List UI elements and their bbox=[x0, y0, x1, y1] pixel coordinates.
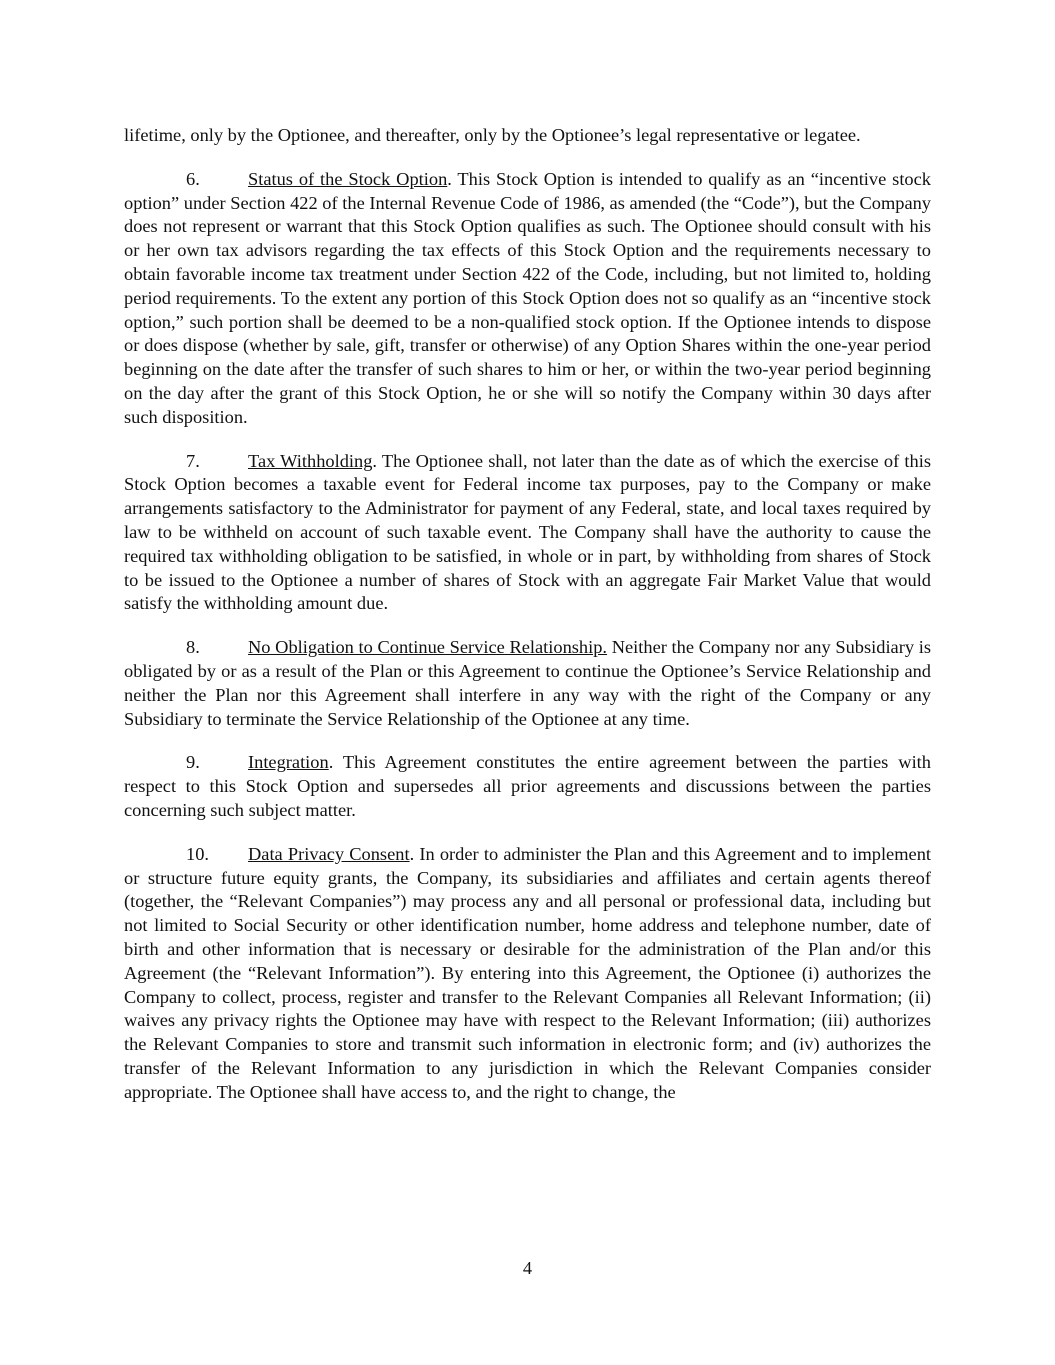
section-10-paragraph bbox=[124, 843, 931, 1105]
section-6-number: 6. bbox=[186, 168, 200, 189]
section-9-heading: Integration bbox=[248, 752, 329, 773]
section-8-heading: No Obligation to Continue Service Relationship. bbox=[248, 637, 608, 658]
section-10-heading: Data Privacy Consent bbox=[248, 843, 410, 864]
section-9-number: 9. bbox=[186, 752, 200, 773]
section-8-number: 8. bbox=[186, 637, 200, 658]
section-7-paragraph bbox=[124, 450, 931, 617]
section-10-number: 10. bbox=[186, 843, 209, 864]
section-6-paragraph bbox=[124, 168, 931, 430]
section-9-paragraph bbox=[124, 751, 931, 822]
section-9-body: . This Agreement constitutes the entire agreement between the parties with respect to this Stock Option and supersedes all prior agreements and discussions between the parties concerning such subject matter. bbox=[124, 752, 931, 820]
section-7-body: . The Optionee shall, not later than the date as of which the exercise of this Stock Option becomes a taxable event for Federal income tax purposes, pay to the Company or make arrangements satisfactory to the Administrator for payment of any Federal, state, and local taxes required by law to be withheld on account of such taxable event. The Company shall have the authority to cause the required tax withholding obligation to be satisfied, in whole or in part, by withholding from shares of Stock to be issued to the Optionee a number of shares of Stock with an aggregate Fair Market Value that would satisfy the withholding amount due. bbox=[124, 450, 931, 614]
section-6-body: . This Stock Option is intended to qualify as an “incentive stock option” under Section 422 of the Internal Revenue Code of 1986, as amended (the “Code”), but the Company does not represent or warrant that this Stock Option qualifies as such. The Optionee should consult with his or her own tax advisors regarding the tax effects of this Stock Option and the requirements necessary to obtain favorable income tax treatment under Section 422 of the Code, including, but not limited to, holding period requirements. To the extent any portion of this Stock Option does not so qualify as an “incentive stock option,” such portion shall be deemed to be a non-qualified stock option. If the Optionee intends to dispose or does dispose (whether by sale, gift, transfer or otherwise) of any Option Shares within the one-year period beginning on the date after the transfer of such shares to him or her, or within the two-year period beginning on the day after the grant of this Stock Option, he or she will so notify the Company within 30 days after such disposition. bbox=[124, 168, 931, 427]
section-7-number: 7. bbox=[186, 450, 200, 471]
intro-paragraph: lifetime, only by the Optionee, and thereafter, only by the Optionee’s legal representative or legatee. bbox=[124, 125, 861, 145]
section-6-heading: Status of the Stock Option bbox=[248, 168, 448, 189]
section-8-paragraph bbox=[124, 636, 931, 731]
section-8-body: Neither the Company nor any Subsidiary is obligated by or as a result of the Plan or this Agreement to continue the Optionee’s Service Relationship and neither the Plan nor this Agreement shall interfere in any way with the right of the Company or any Subsidiary to terminate the Service Relationship of the Optionee at any time. bbox=[124, 637, 931, 729]
section-10-body: . In order to administer the Plan and this Agreement and to implement or structure future equity grants, the Company, its subsidiaries and affiliates and certain agents thereof (together, the “Relevant Companies”) may process any and all personal or professional data, including but not limited to Social Security or other identification number, home address and telephone number, date of birth and other information that is necessary or desirable for the administration of the Plan and/or this Agreement (the “Relevant Information”). By entering into this Agreement, the Optionee (i) authorizes the Company to collect, process, register and transfer to the Relevant Companies all Relevant Information; (ii) waives any privacy rights the Optionee may have with respect to the Relevant Information; (iii) authorizes the Relevant Companies to store and transmit such information in electronic form; and (iv) authorizes the transfer of the Relevant Information to any jurisdiction in which the Relevant Companies consider appropriate. The Optionee shall have access to, and the right to change, the bbox=[124, 843, 931, 1102]
section-7-heading: Tax Withholding bbox=[248, 450, 373, 471]
page-number: 4 bbox=[522, 1258, 533, 1278]
